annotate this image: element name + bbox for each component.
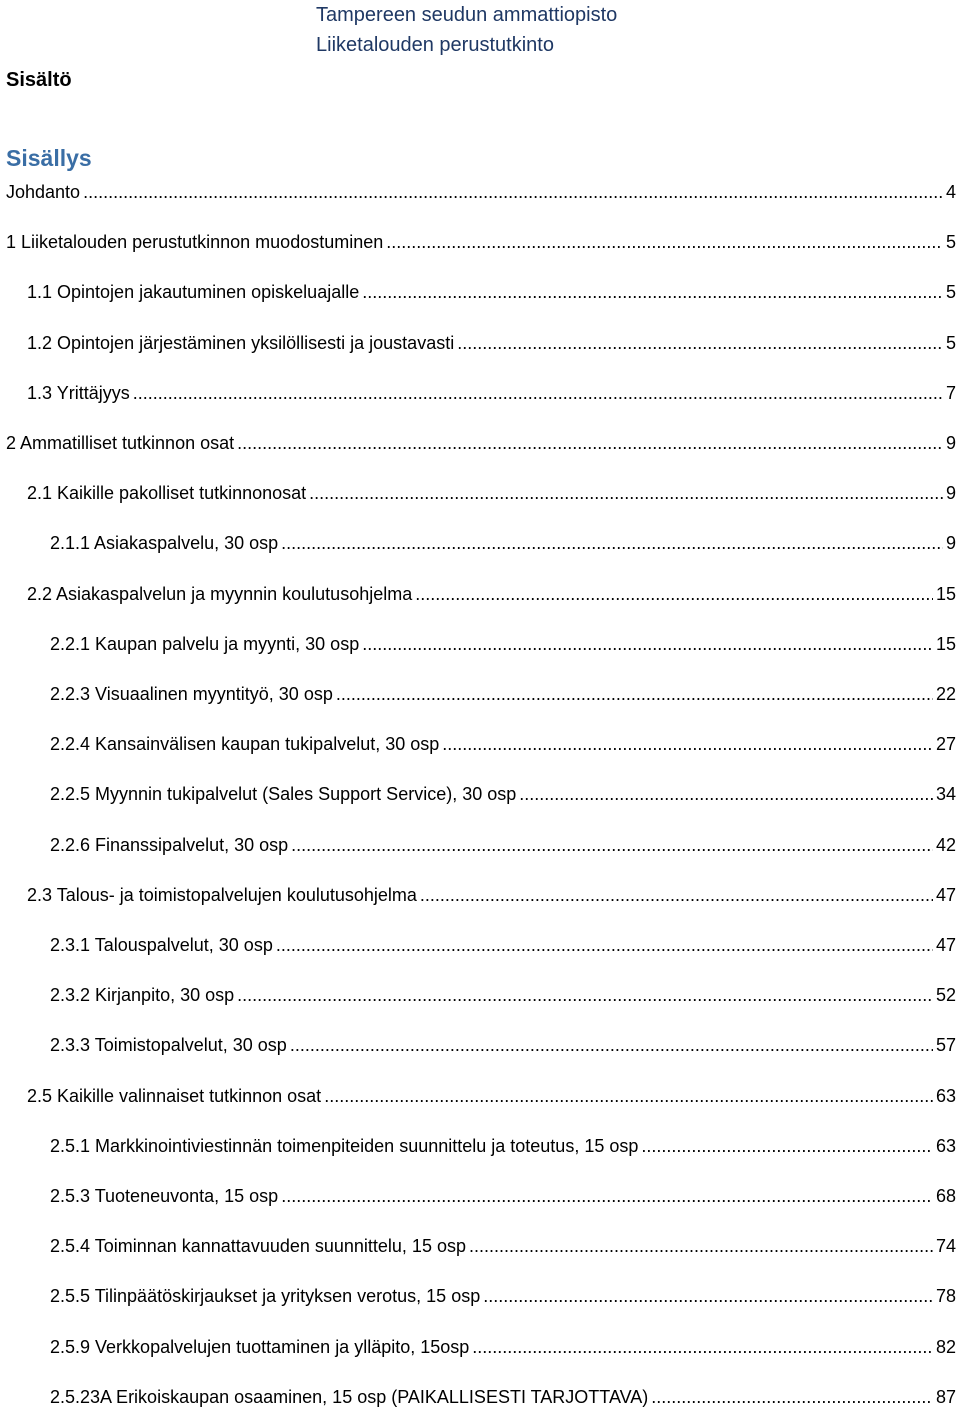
toc-entry[interactable] xyxy=(50,531,956,555)
toc-entry[interactable] xyxy=(50,782,956,806)
header-degree-name: Liiketalouden perustutkinto xyxy=(316,34,554,56)
toc-entry-title: 2.5.4 Toiminnan kannattavuuden suunnittelu, 15 osp xyxy=(50,1236,466,1257)
toc-dot-leader xyxy=(641,1134,933,1158)
toc-entry-page-number: 5 xyxy=(945,332,956,353)
toc-entry[interactable] xyxy=(50,1033,956,1057)
toc-entry[interactable] xyxy=(27,1084,956,1108)
toc-entry-page-number: 63 xyxy=(935,1135,956,1156)
toc-entry[interactable] xyxy=(50,632,956,656)
toc-entry-title: 2.2.6 Finanssipalvelut, 30 osp xyxy=(50,834,289,855)
toc-entry[interactable] xyxy=(50,1335,956,1359)
toc-dot-leader xyxy=(309,481,943,505)
toc-entry-page-number: 42 xyxy=(935,834,956,855)
toc-entry-title: 2.3.2 Kirjanpito, 30 osp xyxy=(50,985,235,1006)
toc-entry-page-number: 52 xyxy=(935,985,956,1006)
toc-entry-page-number: 5 xyxy=(945,232,956,253)
toc-entry[interactable] xyxy=(27,381,956,405)
toc-entry[interactable] xyxy=(50,732,956,756)
toc-entry-title: 2.5.9 Verkkopalvelujen tuottaminen ja ylläpito, 15osp xyxy=(50,1336,470,1357)
toc-dot-leader xyxy=(651,1385,933,1409)
toc-entry[interactable] xyxy=(50,1385,956,1409)
toc-entry[interactable] xyxy=(50,1284,956,1308)
toc-entry-page-number: 15 xyxy=(935,583,956,604)
toc-entry[interactable] xyxy=(50,1234,956,1258)
toc-entry-title: 2.5.23A Erikoiskaupan osaaminen, 15 osp (PAIKALLISESTI TARJOTTAVA) xyxy=(50,1386,649,1407)
toc-entry-title: 2.3.1 Talouspalvelut, 30 osp xyxy=(50,935,273,955)
toc-entry-title: 2.2.3 Visuaalinen myyntityö, 30 osp xyxy=(50,684,333,704)
toc-entry[interactable] xyxy=(27,481,956,505)
toc-entry-page-number: 9 xyxy=(945,433,956,453)
toc-dot-leader xyxy=(324,1084,933,1108)
toc-entry-title: 1 Liiketalouden perustutkinnon muodostuminen xyxy=(6,232,384,253)
toc-entry-page-number: 47 xyxy=(935,935,956,955)
toc-dot-leader xyxy=(519,782,933,806)
toc-dot-leader xyxy=(362,632,933,656)
header-school-name: Tampereen seudun ammattiopisto xyxy=(316,4,618,26)
toc-entry-title: 2.2.4 Kansainvälisen kaupan tukipalvelut, 30 osp xyxy=(50,734,440,755)
toc-entry[interactable] xyxy=(50,682,956,706)
toc-entry[interactable] xyxy=(50,1134,956,1158)
toc-entry[interactable] xyxy=(27,331,956,355)
toc-entry-title: 1.1 Opintojen jakautuminen opiskeluajalle xyxy=(27,282,360,303)
toc-entry[interactable] xyxy=(6,230,956,254)
toc-entry-page-number: 82 xyxy=(935,1336,956,1357)
toc-entry[interactable] xyxy=(6,431,956,455)
toc-entry[interactable] xyxy=(50,933,956,957)
section-label: Sisältö xyxy=(6,69,72,91)
toc-dot-leader xyxy=(442,732,933,756)
toc-dot-leader xyxy=(420,883,933,907)
toc-entry-page-number: 63 xyxy=(935,1085,956,1106)
toc-dot-leader xyxy=(83,180,943,204)
toc-entry-title: 2.2.1 Kaupan palvelu ja myynti, 30 osp xyxy=(50,633,360,654)
toc-dot-leader xyxy=(469,1234,933,1258)
toc-entry-page-number: 7 xyxy=(945,382,956,403)
toc-entry-page-number: 9 xyxy=(945,483,956,504)
toc-dot-leader xyxy=(415,582,933,606)
toc-entry-page-number: 78 xyxy=(935,1286,956,1307)
toc-dot-leader xyxy=(457,331,943,355)
toc-dot-leader xyxy=(237,431,943,455)
toc-dot-leader xyxy=(281,1184,933,1208)
toc-entry[interactable] xyxy=(50,1184,956,1208)
toc-entry[interactable] xyxy=(27,582,956,606)
toc-entry-title: 2.2.5 Myynnin tukipalvelut (Sales Support Service), 30 osp xyxy=(50,784,517,805)
page-header xyxy=(316,0,716,60)
toc-entry[interactable] xyxy=(50,983,956,1007)
toc-entry-title: Johdanto xyxy=(6,182,81,202)
toc-entry-page-number: 4 xyxy=(945,182,956,202)
toc-entry[interactable] xyxy=(27,883,956,907)
toc-dot-leader xyxy=(290,1033,933,1057)
toc-entry-page-number: 47 xyxy=(935,884,956,905)
toc-entry-title: 2.5.1 Markkinointiviestinnän toimenpiteiden suunnittelu ja toteutus, 15 osp xyxy=(50,1135,639,1156)
toc-dot-leader xyxy=(237,983,933,1007)
toc-dot-leader xyxy=(362,280,943,304)
toc-entry-title: 2.1.1 Asiakaspalvelu, 30 osp xyxy=(50,533,279,554)
toc-entry-title: 2.2 Asiakaspalvelun ja myynnin koulutusohjelma xyxy=(27,583,413,604)
toc-entry-title: 2.5.3 Tuoteneuvonta, 15 osp xyxy=(50,1186,279,1206)
toc-dot-leader xyxy=(276,933,933,957)
toc-entry[interactable] xyxy=(6,180,956,204)
toc-heading: Sisällys xyxy=(6,145,92,171)
toc-entry-page-number: 87 xyxy=(935,1386,956,1407)
toc-entry-page-number: 27 xyxy=(935,734,956,755)
toc-dot-leader xyxy=(386,230,943,254)
toc-entry-title: 2.5.5 Tilinpäätöskirjaukset ja yrityksen verotus, 15 osp xyxy=(50,1286,481,1307)
toc-entry-page-number: 9 xyxy=(945,533,956,554)
toc-entry-title: 2.3.3 Toimistopalvelut, 30 osp xyxy=(50,1035,287,1056)
toc-entry-page-number: 68 xyxy=(935,1186,956,1206)
toc-entry-title: 2.3 Talous- ja toimistopalvelujen koulutusohjelma xyxy=(27,884,417,905)
toc-entry-page-number: 74 xyxy=(935,1236,956,1257)
toc-entry[interactable] xyxy=(27,280,956,304)
toc-entry-title: 2.5 Kaikille valinnaiset tutkinnon osat xyxy=(27,1085,322,1106)
toc-entry[interactable] xyxy=(50,833,956,857)
toc-entry-title: 1.3 Yrittäjyys xyxy=(27,382,130,403)
toc-entry-title: 2 Ammatilliset tutkinnon osat xyxy=(6,433,235,453)
toc-entry-page-number: 22 xyxy=(935,684,956,704)
toc-dot-leader xyxy=(472,1335,933,1359)
toc-entry-page-number: 57 xyxy=(935,1035,956,1056)
toc-dot-leader xyxy=(291,833,933,857)
toc-dot-leader xyxy=(281,531,943,555)
toc-entry-page-number: 5 xyxy=(945,282,956,303)
toc-entry-title: 1.2 Opintojen järjestäminen yksilöllisesti ja joustavasti xyxy=(27,332,455,353)
toc-entry-page-number: 15 xyxy=(935,633,956,654)
toc-dot-leader xyxy=(483,1284,933,1308)
toc-entry-page-number: 34 xyxy=(935,784,956,805)
toc-dot-leader xyxy=(336,682,933,706)
toc-dot-leader xyxy=(133,381,943,405)
toc-entry-title: 2.1 Kaikille pakolliset tutkinnonosat xyxy=(27,483,307,504)
